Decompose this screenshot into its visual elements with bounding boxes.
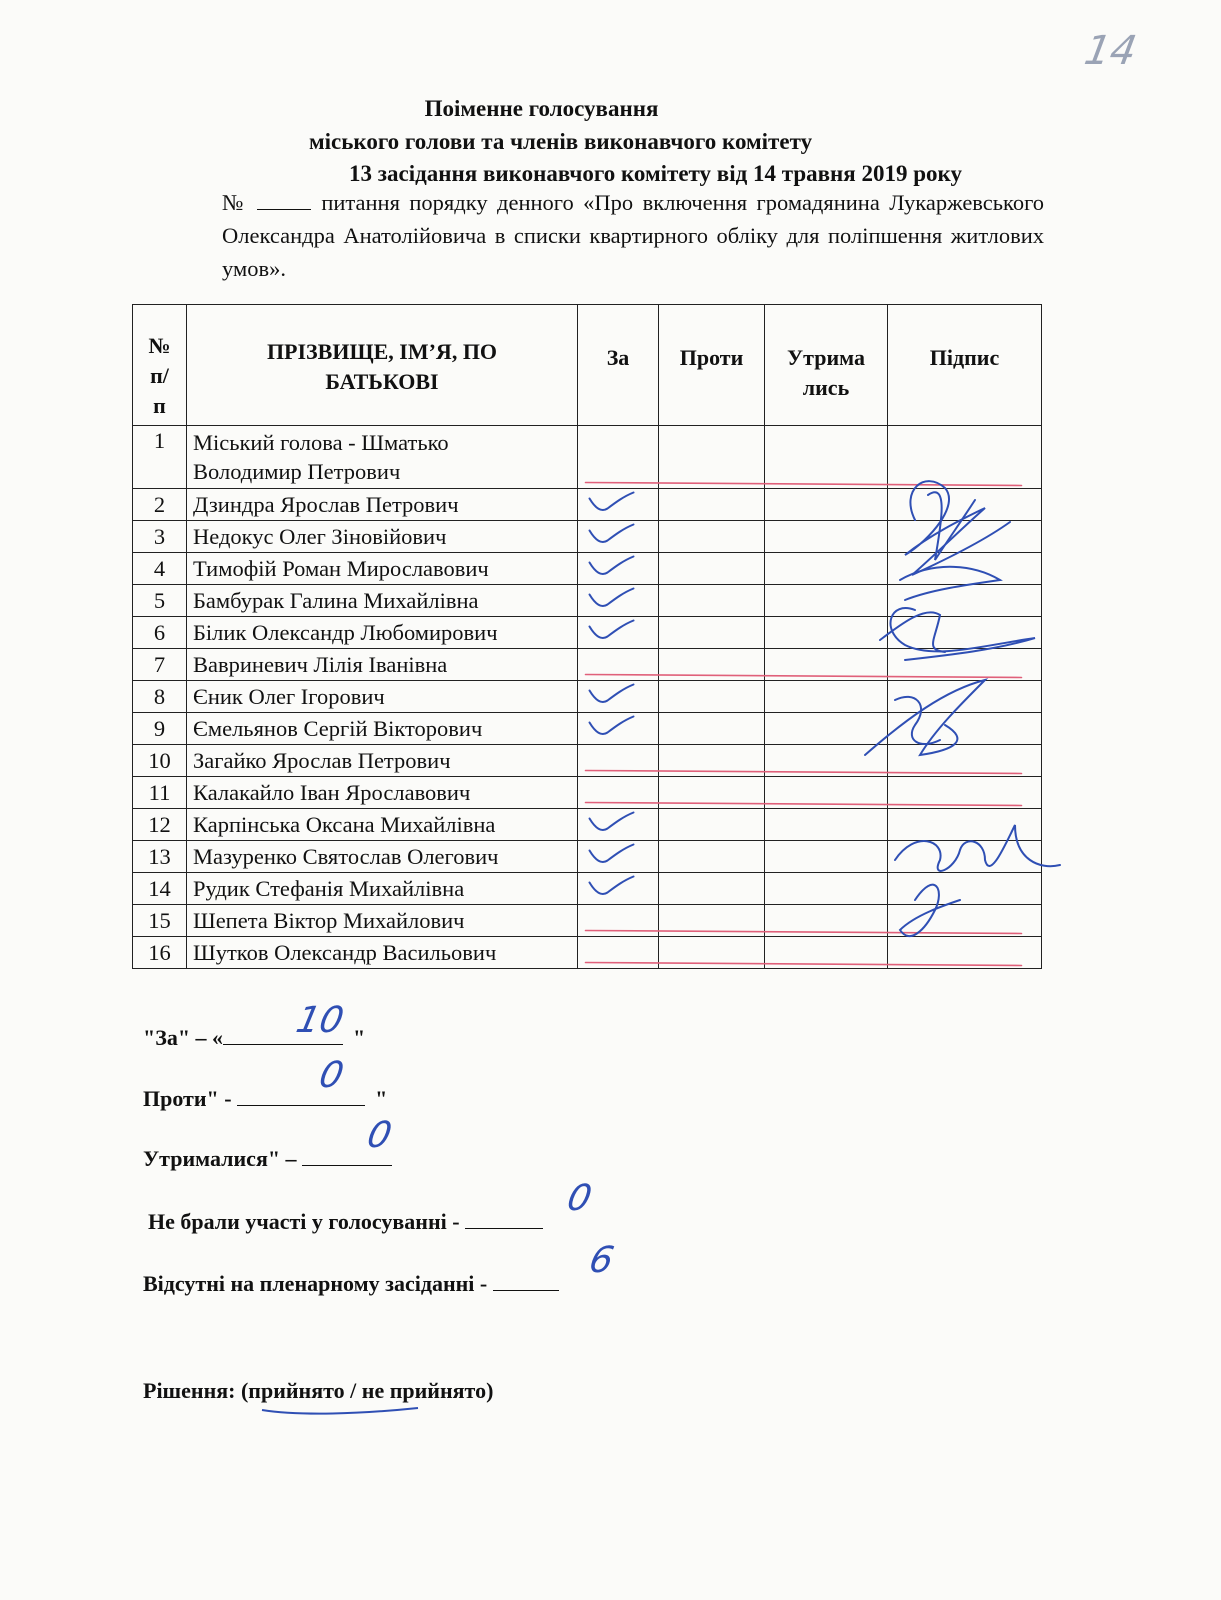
- table-row: [133, 713, 1042, 745]
- row-utrymalys: [765, 426, 888, 489]
- row-name: Рудик Стефанія Михайлівна: [187, 873, 578, 905]
- table-row: [133, 553, 1042, 585]
- row-proty: [659, 809, 765, 841]
- row-za: [578, 745, 659, 777]
- total-vidsutni-label: Відсутні на пленарному засіданні -: [143, 1271, 488, 1296]
- row-signature: [888, 681, 1042, 713]
- header-za-label: За: [606, 345, 630, 370]
- row-num: 3: [133, 521, 187, 553]
- row-name: Мазуренко Святослав Олегович: [187, 841, 578, 873]
- row-name: Ємельянов Сергій Вікторович: [187, 713, 578, 745]
- row-name: Загайко Ярослав Петрович: [187, 745, 578, 777]
- row-signature: [888, 713, 1042, 745]
- row-proty: [659, 745, 765, 777]
- total-proty-value: 0: [315, 1055, 348, 1096]
- header-signature-label: Підпис: [929, 345, 1000, 370]
- header-name: [187, 305, 578, 426]
- table-row: [133, 521, 1042, 553]
- header-za: [578, 305, 659, 426]
- row-proty: [659, 521, 765, 553]
- row-za: [578, 809, 659, 841]
- table-row: [133, 873, 1042, 905]
- row-name: [187, 426, 578, 489]
- total-vidsutni-value: 6: [585, 1240, 618, 1281]
- row-utrymalys: [765, 937, 888, 969]
- row-name-line2: Володимир Петрович: [193, 459, 401, 484]
- row-proty: [659, 649, 765, 681]
- total-za-close: ": [353, 1025, 366, 1050]
- vote-table: [132, 304, 1042, 969]
- row-utrymalys: [765, 649, 888, 681]
- row-proty: [659, 489, 765, 521]
- total-ne-braly: [148, 1206, 543, 1237]
- row-utrymalys: [765, 777, 888, 809]
- row-num: 10: [133, 745, 187, 777]
- table-row: [133, 426, 1042, 489]
- table-row: [133, 617, 1042, 649]
- row-num: 11: [133, 777, 187, 809]
- row-num: 4: [133, 553, 187, 585]
- row-proty: [659, 553, 765, 585]
- row-name: Білик Олександр Любомирович: [187, 617, 578, 649]
- header-num: [133, 305, 187, 426]
- row-proty: [659, 426, 765, 489]
- row-name: Карпінська Оксана Михайлівна: [187, 809, 578, 841]
- row-signature: [888, 841, 1042, 873]
- row-signature: [888, 873, 1042, 905]
- row-za: [578, 681, 659, 713]
- header-proty: [659, 305, 765, 426]
- total-proty: [143, 1083, 387, 1114]
- row-za: [578, 873, 659, 905]
- decision: [143, 1378, 493, 1404]
- row-num: 1: [133, 426, 187, 489]
- row-utrymalys: [765, 841, 888, 873]
- row-za: [578, 521, 659, 553]
- agenda-number-sign: №: [222, 190, 248, 215]
- agenda-text: питання порядку денного «Про включення громадянина Лукаржевського Олександра Анатолійовича в списки квартирного обліку для поліпшення житлових умов».: [222, 190, 1045, 281]
- row-signature: [888, 809, 1042, 841]
- row-proty: [659, 873, 765, 905]
- row-name: Калакайло Іван Ярославович: [187, 777, 578, 809]
- header-signature: [888, 305, 1042, 426]
- row-signature: [888, 649, 1042, 681]
- row-utrymalys: [765, 489, 888, 521]
- total-proty-label: Проти" -: [143, 1086, 232, 1111]
- row-signature: [888, 905, 1042, 937]
- meeting-info: 13 засідання виконавчого комітету від 14 травня 2019 року: [349, 161, 962, 186]
- header-proty-label: Проти: [679, 345, 744, 370]
- table-row: [133, 905, 1042, 937]
- row-name-line1: Міський голова - Шматько: [193, 430, 449, 455]
- row-num: 8: [133, 681, 187, 713]
- row-za: [578, 905, 659, 937]
- row-name: Вавриневич Лілія Іванівна: [187, 649, 578, 681]
- row-proty: [659, 841, 765, 873]
- row-utrymalys: [765, 585, 888, 617]
- row-proty: [659, 585, 765, 617]
- row-za: [578, 649, 659, 681]
- row-signature: [888, 777, 1042, 809]
- total-utrymalysia: [143, 1143, 392, 1174]
- row-num: 15: [133, 905, 187, 937]
- row-num: 2: [133, 489, 187, 521]
- row-signature: [888, 745, 1042, 777]
- header-utrymalys-label: Утрима лись: [787, 345, 865, 400]
- row-name: Дзиндра Ярослав Петрович: [187, 489, 578, 521]
- total-vidsutni: [143, 1268, 559, 1299]
- agenda-item: [222, 186, 1044, 285]
- row-num: 16: [133, 937, 187, 969]
- table-row: [133, 937, 1042, 969]
- total-proty-line: [237, 1083, 365, 1106]
- row-signature: [888, 521, 1042, 553]
- table-row: [133, 841, 1042, 873]
- row-name: Тимофій Роман Мирославович: [187, 553, 578, 585]
- row-num: 6: [133, 617, 187, 649]
- total-za-value: 10: [292, 1000, 348, 1041]
- table-row: [133, 681, 1042, 713]
- row-utrymalys: [765, 553, 888, 585]
- row-utrymalys: [765, 905, 888, 937]
- total-utrymalysia-label: Утрималися" –: [143, 1146, 297, 1171]
- document-title: Поіменне голосування: [424, 96, 659, 121]
- row-utrymalys: [765, 873, 888, 905]
- table-row: [133, 777, 1042, 809]
- row-utrymalys: [765, 745, 888, 777]
- row-utrymalys: [765, 617, 888, 649]
- table-row: [133, 585, 1042, 617]
- row-num: 13: [133, 841, 187, 873]
- row-za: [578, 617, 659, 649]
- row-signature: [888, 489, 1042, 521]
- row-utrymalys: [765, 521, 888, 553]
- row-za: [578, 841, 659, 873]
- total-ne-braly-label: Не брали участі у голосуванні -: [148, 1209, 460, 1234]
- row-num: 5: [133, 585, 187, 617]
- row-name: Бамбурак Галина Михайлівна: [187, 585, 578, 617]
- agenda-number-blank: [257, 191, 311, 210]
- row-proty: [659, 777, 765, 809]
- row-za: [578, 585, 659, 617]
- row-num: 12: [133, 809, 187, 841]
- row-name: Єник Олег Ігорович: [187, 681, 578, 713]
- table-row: [133, 649, 1042, 681]
- row-proty: [659, 937, 765, 969]
- row-proty: [659, 713, 765, 745]
- row-name: Недокус Олег Зіновійович: [187, 521, 578, 553]
- row-proty: [659, 617, 765, 649]
- row-name: Шепета Віктор Михайлович: [187, 905, 578, 937]
- document-subtitle: міського голови та членів виконавчого комітету: [308, 129, 813, 154]
- total-utrymalysia-value: 0: [363, 1115, 396, 1156]
- total-proty-close: ": [375, 1086, 388, 1111]
- row-za: [578, 489, 659, 521]
- table-header-row: [133, 305, 1042, 426]
- decision-label: Рішення:: [143, 1378, 236, 1403]
- table-row: [133, 809, 1042, 841]
- row-za: [578, 426, 659, 489]
- row-za: [578, 777, 659, 809]
- page-number: 14: [1080, 28, 1140, 74]
- total-ne-braly-line: [465, 1206, 543, 1229]
- row-name: Шутков Олександр Васильович: [187, 937, 578, 969]
- row-proty: [659, 681, 765, 713]
- header-utrymalys: [765, 305, 888, 426]
- row-num: 9: [133, 713, 187, 745]
- row-signature: [888, 585, 1042, 617]
- row-num: 14: [133, 873, 187, 905]
- row-signature: [888, 426, 1042, 489]
- decision-options: (прийнято / не прийнято): [240, 1378, 494, 1403]
- total-vidsutni-line: [493, 1268, 559, 1291]
- row-za: [578, 937, 659, 969]
- header-num-label: № п/п: [148, 333, 171, 418]
- row-za: [578, 713, 659, 745]
- total-za-label: "За" – «: [143, 1025, 224, 1050]
- row-signature: [888, 937, 1042, 969]
- row-utrymalys: [765, 681, 888, 713]
- total-ne-braly-value: 0: [563, 1178, 596, 1219]
- row-proty: [659, 905, 765, 937]
- table-row: [133, 489, 1042, 521]
- row-num: 7: [133, 649, 187, 681]
- row-utrymalys: [765, 713, 888, 745]
- table-row: [133, 745, 1042, 777]
- row-za: [578, 553, 659, 585]
- row-signature: [888, 617, 1042, 649]
- row-signature: [888, 553, 1042, 585]
- row-utrymalys: [765, 809, 888, 841]
- header-name-label: ПРІЗВИЩЕ, ІМ’Я, ПО БАТЬКОВІ: [266, 339, 498, 394]
